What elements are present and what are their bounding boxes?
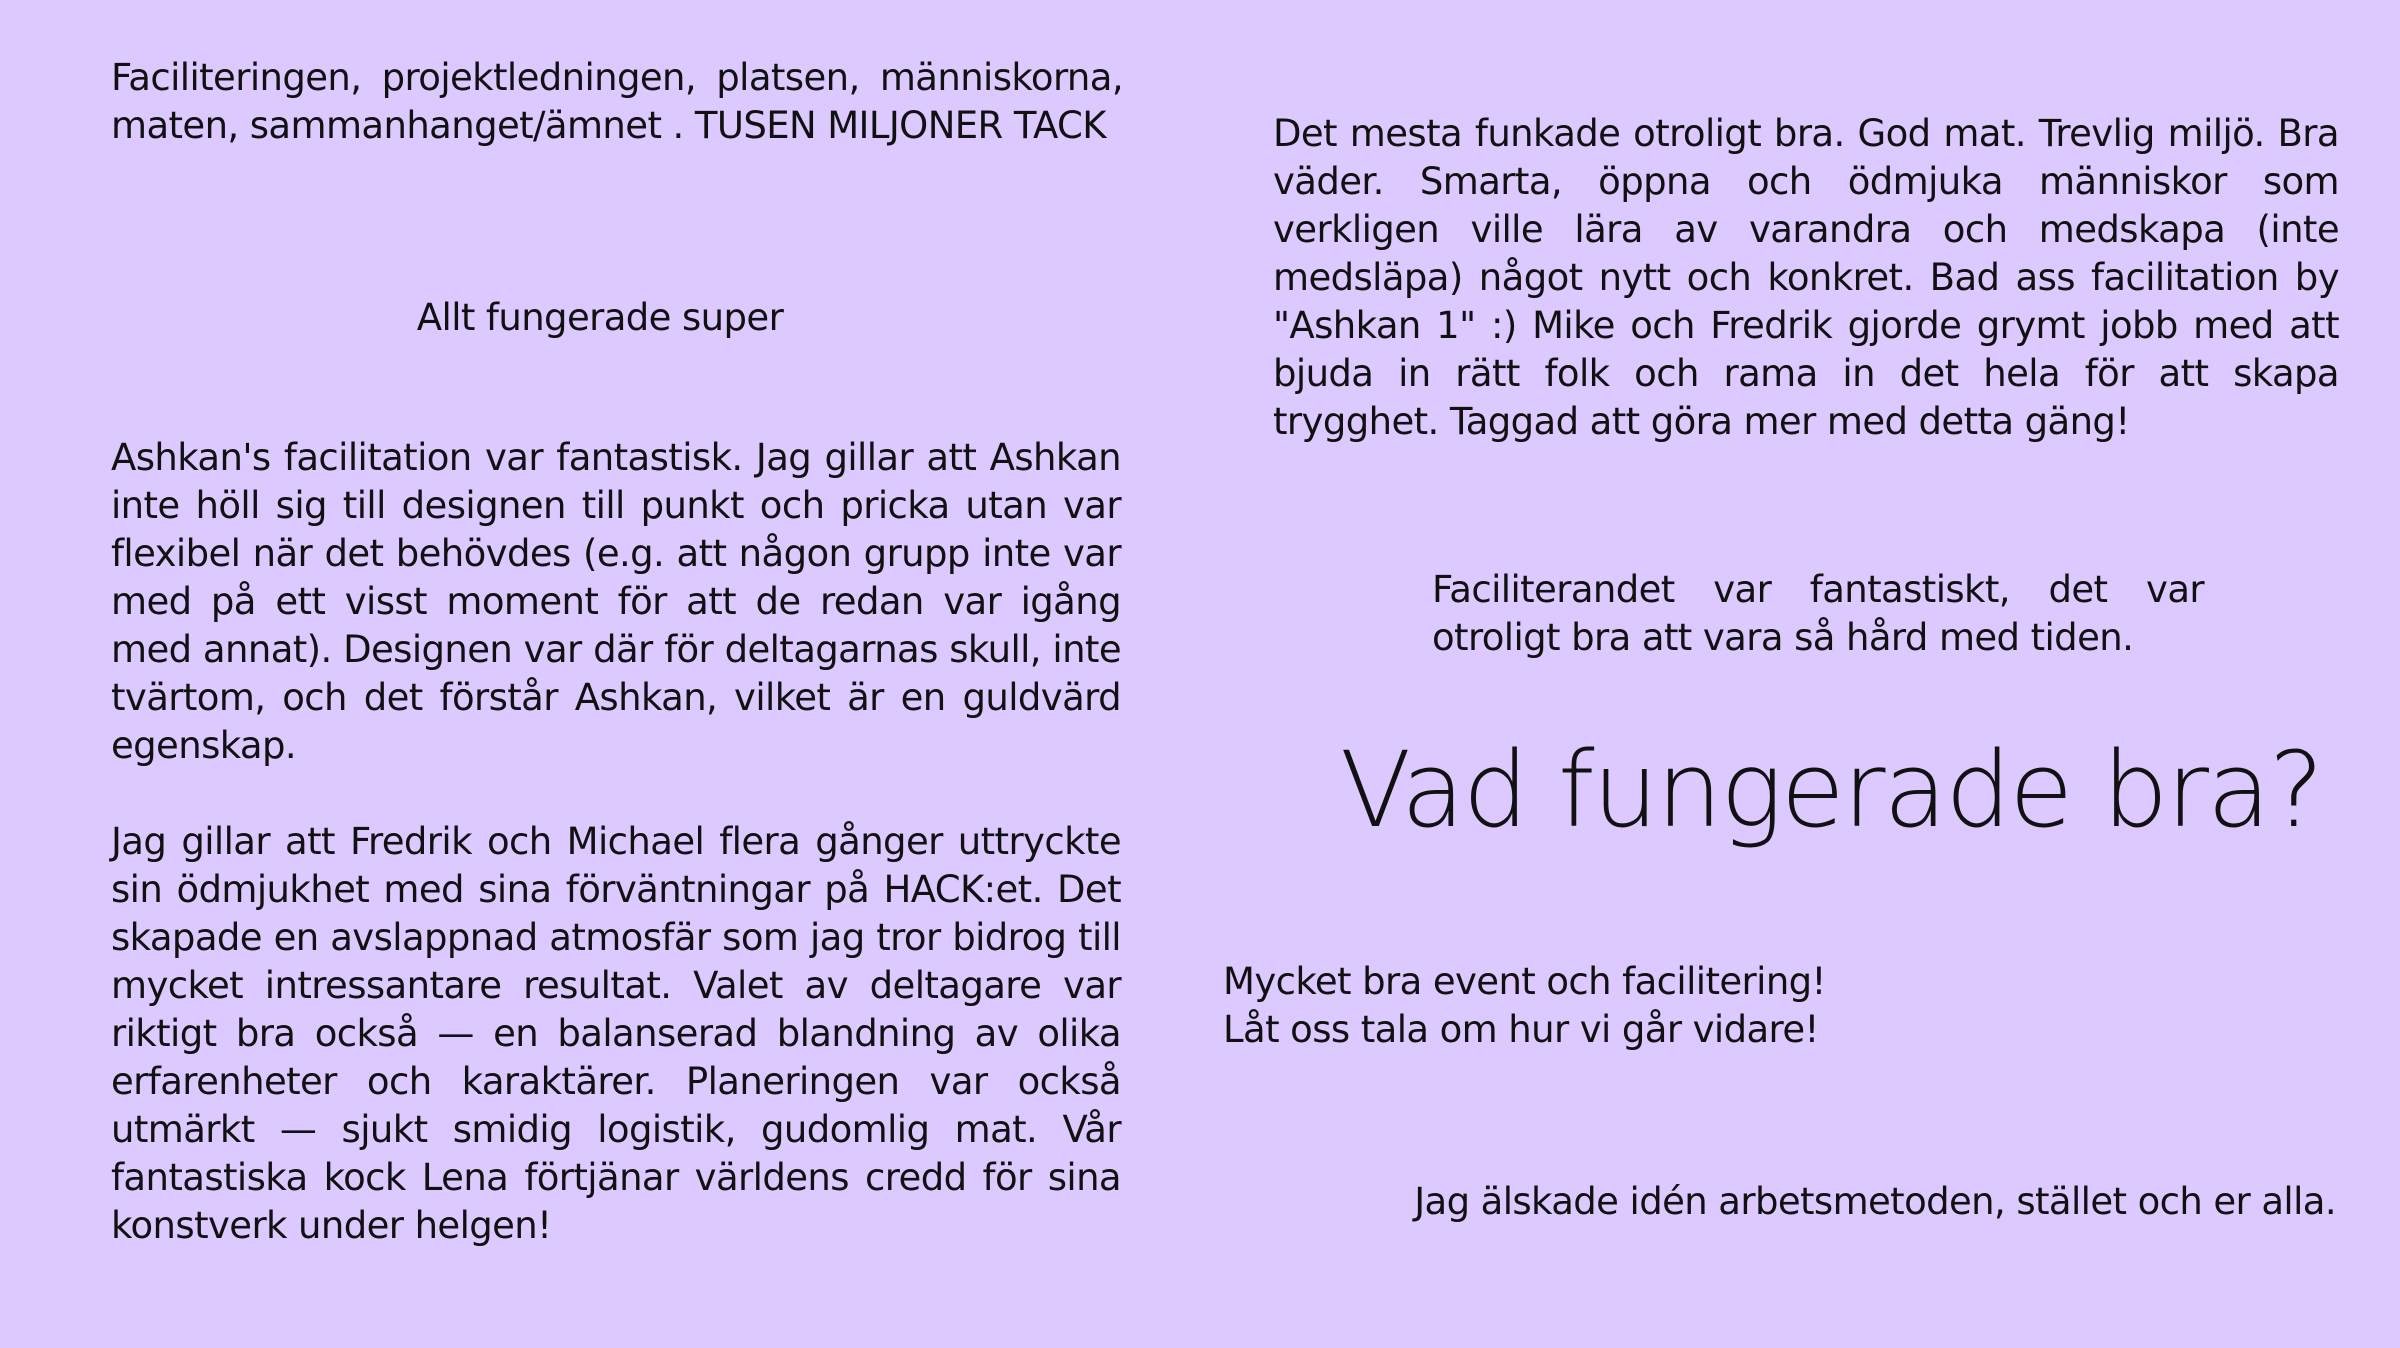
feedback-paragraph-ashkan: Ashkan's facilitation var fantastisk. Jag gillar att Ashkan inte höll sig till designen till punkt och pricka utan var flexibel när det behövdes (e.g. att någon grupp inte var med på ett visst moment för att de redan var igång med annat). Designen var där för deltagarnas skull, inte tvärtom, och det förstår Ashkan, vilket är en guldvärd egenskap.	[111, 436, 1121, 767]
feedback-note-good-event	[1223, 958, 2023, 1054]
feedback-note-all-worked: Allt fungerade super	[416, 296, 784, 339]
feedback-note-facilitation-thanks: Faciliteringen, projektledningen, platsen, människorna, maten, sammanhanget/ämnet . TUSEN MILJONER TACK	[111, 56, 1123, 147]
feedback-note-ashkan-facilitation	[111, 434, 1121, 1250]
feedback-paragraph-fredrik-michael: Jag gillar att Fredrik och Michael flera gånger uttryckte sin ödmjukhet med sina förväntningar på HACK:et. Det skapade en avslappnad atmosfär som jag tror bidrog till mycket intressantare resultat. Valet av deltagare var riktigt bra också — en balanserad blandning av olika erfarenheter och karaktärer. Planeringen var också utmärkt — sjukt smidig logistik, gudomlig mat. Vår fantastiska kock Lena förtjänar världens credd för sina konstverk under helgen!	[111, 820, 1121, 1247]
feedback-line-good-event: Mycket bra event och facilitering!	[1223, 960, 1826, 1003]
feedback-note-timekeeping: Faciliterandet var fantastiskt, det var otroligt bra att vara så hård med tiden.	[1432, 568, 2204, 659]
feedback-line-next-steps: Låt oss tala om hur vi går vidare!	[1223, 1008, 1819, 1051]
feedback-note-loved-idea: Jag älskade idén arbetsmetoden, stället och er alla.	[1414, 1180, 2336, 1223]
feedback-note-most-worked: Det mesta funkade otroligt bra. God mat. Trevlig miljö. Bra väder. Smarta, öppna och ödmjuka människor som verkligen ville lära av varandra och medskapa (inte medsläpa) något nytt och konkret. Bad ass facilitation by "Ashkan 1" :) Mike och Fredrik gjorde grymt jobb med att bjuda in rätt folk och rama in det hela för att skapa trygghet. Taggad att göra mer med detta gäng!	[1273, 112, 2339, 443]
slide-title: Vad fungerade bra?	[1340, 729, 2322, 851]
